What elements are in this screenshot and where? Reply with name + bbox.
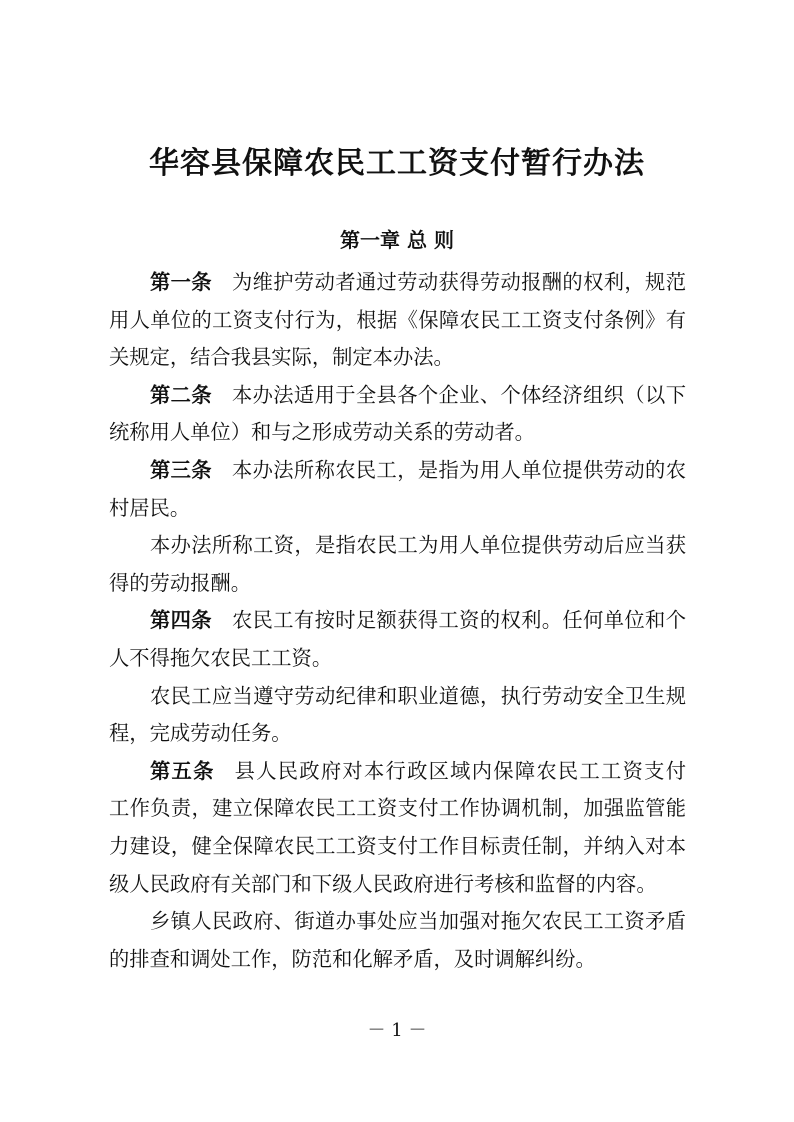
text-line — [109, 640, 686, 678]
text-line — [109, 302, 686, 340]
text-line — [109, 903, 686, 941]
line-text: 统称用人单位）和与之形成劳动关系的劳动者。 — [109, 420, 535, 445]
line-text: 村居民。 — [109, 495, 191, 520]
text-line — [109, 678, 686, 716]
line-text: 工作负责，建立保障农民工工资支付工作协调机制，加强监管能 — [109, 796, 686, 821]
line-text: 为维护劳动者通过劳动获得劳动报酬的权利，规范 — [231, 270, 686, 294]
line-text: 得的劳动报酬。 — [109, 570, 251, 595]
line-text: 农民工应当遵守劳动纪律和职业道德，执行劳动安全卫生规 — [150, 683, 686, 708]
text-line — [109, 490, 686, 528]
line-text: 本办法适用于全县各个企业、个体经济组织（以下 — [231, 382, 686, 407]
paragraph — [109, 753, 686, 903]
text-line — [109, 452, 686, 490]
text-line — [109, 753, 686, 791]
text-line — [109, 828, 686, 866]
paragraph — [109, 264, 686, 377]
page-number: － 1 － — [367, 1020, 427, 1041]
line-text: 本办法所称工资，是指农民工为用人单位提供劳动后应当获 — [150, 533, 686, 558]
text-line — [109, 377, 686, 415]
article-number: 第四条 — [150, 608, 212, 633]
article-number: 第二条 — [150, 382, 212, 407]
line-text: 级人民政府有关部门和下级人民政府进行考核和监督的内容。 — [109, 871, 657, 896]
text-line — [109, 339, 686, 377]
text-line — [109, 941, 686, 979]
line-text: 农民工有按时足额获得工资的权利。任何单位和个 — [231, 608, 686, 633]
document-title: 华容县保障农民工工资支付暂行办法 — [149, 146, 645, 181]
line-text: 用人单位的工资支付行为，根据《保障农民工工资支付条例》有 — [109, 307, 686, 332]
line-text: 县人民政府对本行政区域内保障农民工工资支付 — [234, 758, 686, 783]
article-number: 第三条 — [150, 457, 212, 482]
paragraph — [109, 527, 686, 602]
text-line — [109, 565, 686, 603]
document-body — [109, 264, 686, 978]
paragraph — [109, 377, 686, 452]
line-text: 人不得拖欠农民工工资。 — [109, 645, 333, 670]
text-line — [109, 264, 686, 302]
text-line — [109, 790, 686, 828]
chapter-heading: 第一章 总 则 — [340, 228, 454, 252]
text-line — [109, 866, 686, 904]
line-text: 乡镇人民政府、街道办事处应当加强对拖欠农民工工资矛盾 — [150, 909, 686, 934]
article-number: 第一条 — [150, 270, 212, 294]
line-text: 程，完成劳动任务。 — [109, 721, 292, 746]
text-line — [109, 527, 686, 565]
text-line — [109, 602, 686, 640]
text-line — [109, 715, 686, 753]
line-text: 关规定，结合我县实际，制定本办法。 — [109, 345, 454, 370]
paragraph — [109, 903, 686, 978]
line-text: 的排查和调处工作，防范和化解矛盾，及时调解纠纷。 — [109, 946, 596, 971]
article-number: 第五条 — [150, 758, 215, 783]
paragraph — [109, 452, 686, 527]
line-text: 本办法所称农民工，是指为用人单位提供劳动的农 — [231, 457, 686, 482]
text-line — [109, 414, 686, 452]
paragraph — [109, 678, 686, 753]
line-text: 力建设，健全保障农民工工资支付工作目标责任制，并纳入对本 — [109, 833, 686, 858]
paragraph — [109, 602, 686, 677]
